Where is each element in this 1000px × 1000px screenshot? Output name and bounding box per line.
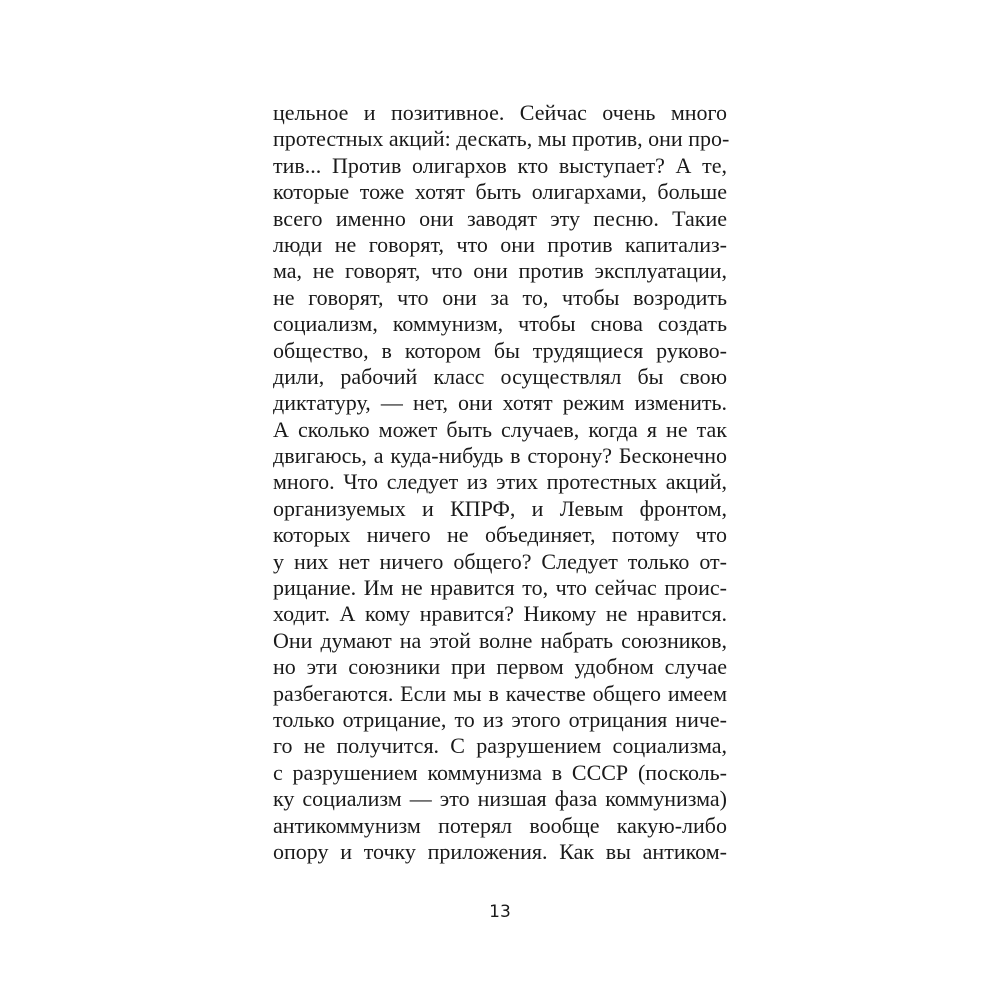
text-line: ма, не говорят, что они против эксплуатации, [273, 258, 727, 284]
text-line: всего именно они заводят эту песню. Такие [273, 205, 727, 231]
text-line: люди не говорят, что они против капитализ- [273, 231, 727, 257]
text-line: цельное и позитивное. Сейчас очень много [273, 100, 727, 125]
text-line: рицание. Им не нравится то, что сейчас проис- [273, 575, 727, 601]
text-line: ходит. А кому нравится? Никому не нравится. [273, 601, 727, 627]
text-line: у них нет ничего общего? Следует только от- [273, 548, 727, 574]
text-line: много. Что следует из этих протестных акций, [273, 469, 727, 495]
text-line: с разрушением коммунизма в СССР (посколь- [273, 759, 727, 785]
text-line: го не получится. С разрушением социализма, [273, 733, 727, 759]
text-line: Они думают на этой волне набрать союзников, [273, 627, 727, 653]
text-line: дили, рабочий класс осуществлял бы свою [273, 363, 727, 389]
text-line: организуемых и КПРФ, и Левым фронтом, [273, 495, 727, 521]
text-line: не говорят, что они за то, чтобы возродить [273, 284, 727, 310]
text-line: только отрицание, то из этого отрицания ниче- [273, 706, 727, 732]
page-number: 13 [489, 902, 511, 922]
text-line: но эти союзники при первом удобном случае [273, 654, 727, 680]
text-line: ку социализм — это низшая фаза коммунизма) [273, 786, 727, 812]
text-line: диктатуру, — нет, они хотят режим изменить. [273, 390, 727, 416]
text-line: разбегаются. Если мы в качестве общего имеем [273, 680, 727, 706]
body-text [273, 100, 730, 865]
text-line: А сколько может быть случаев, когда я не так [273, 416, 727, 442]
text-line: протестных акций: дескать, мы против, они про- [273, 126, 730, 152]
text-line: антикоммунизм потерял вообще какую-либо [273, 812, 727, 838]
text-line: общество, в котором бы трудящиеся руково- [273, 337, 727, 363]
text-line: двигаюсь, а куда-нибудь в сторону? Бесконечно [273, 443, 727, 469]
text-line: тив... Против олигархов кто выступает? А те, [273, 152, 727, 178]
text-line: которые тоже хотят быть олигархами, больше [273, 179, 727, 205]
text-line: социализм, коммунизм, чтобы снова создать [273, 311, 727, 337]
text-line: которых ничего не объединяет, потому что [273, 522, 727, 548]
text-line: опору и точку приложения. Как вы антиком- [273, 838, 727, 864]
